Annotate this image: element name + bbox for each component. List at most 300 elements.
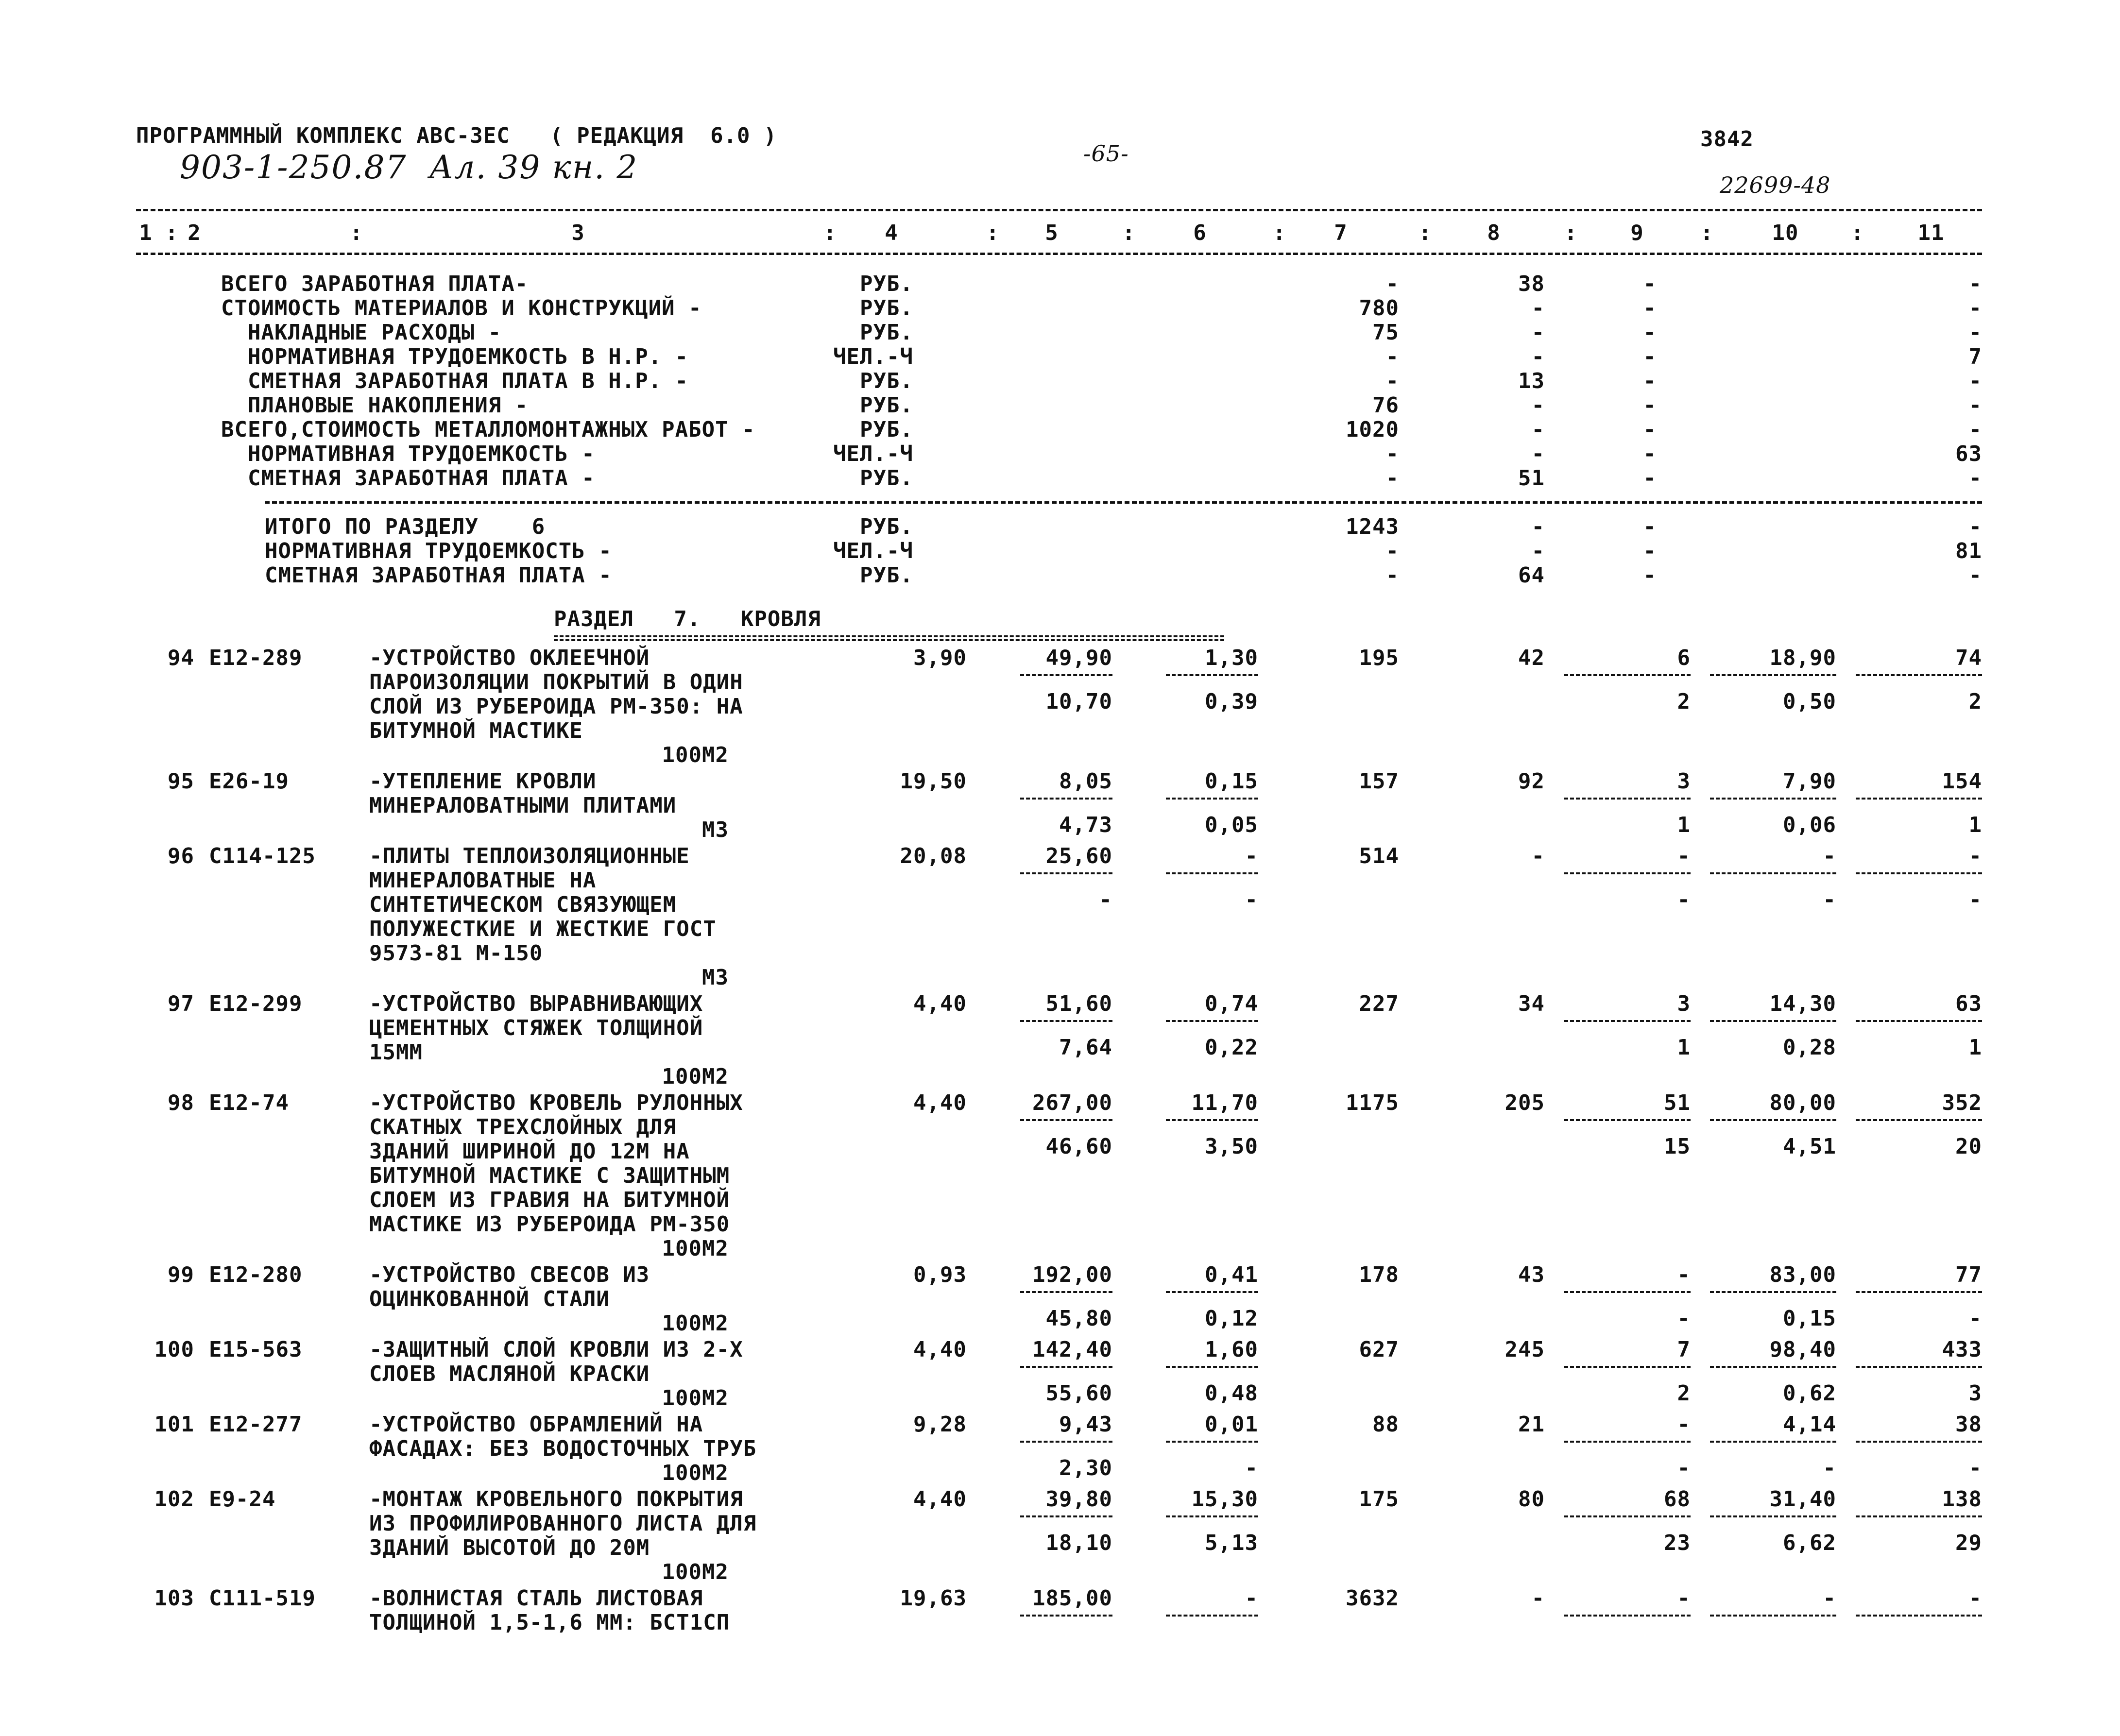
item-number: 98 — [168, 1090, 194, 1115]
item-value-c10: 14,30 — [1769, 991, 1836, 1016]
item-value-c8: 34 — [1518, 991, 1545, 1016]
item-value-separator — [1166, 1441, 1258, 1443]
item-description-line: ЗДАНИЙ ВЫСОТОЙ ДО 20М — [369, 1535, 650, 1560]
item-value-separator — [1166, 1366, 1258, 1368]
item-number: 102 — [154, 1487, 194, 1512]
item-value-c11: 138 — [1942, 1487, 1982, 1512]
item-value-c8: - — [1531, 844, 1545, 868]
summary-value-col7: 75 — [1372, 320, 1399, 345]
item-description-line: ЦЕМЕНТНЫХ СТЯЖЕК ТОЛЩИНОЙ — [369, 1016, 703, 1040]
item-value-c6: - — [1245, 844, 1258, 868]
item-value-c11: - — [1968, 1586, 1982, 1611]
item-value-c9: 68 — [1664, 1487, 1691, 1512]
summary-value-col11: - — [1968, 417, 1982, 442]
item-value-separator — [1710, 674, 1836, 676]
item-description-line: СЛОЙ ИЗ РУБЕРОИДА РМ-350: НА — [369, 694, 743, 719]
item-value-separator — [1564, 872, 1691, 874]
summary-value-col7: - — [1385, 344, 1399, 369]
item-value-c4: 4,40 — [913, 1337, 967, 1362]
item-unit: М3 — [702, 965, 729, 990]
summary-unit: РУБ. — [860, 466, 913, 491]
summary-value-col7: 76 — [1372, 393, 1399, 418]
item-value-c5b: 45,80 — [1045, 1306, 1112, 1331]
column-divider: : — [1700, 221, 1714, 245]
item-value-separator — [1710, 1291, 1836, 1293]
item-value-c9: 7 — [1677, 1337, 1691, 1362]
summary-value-col11: 7 — [1968, 344, 1982, 369]
column-divider: : — [823, 221, 837, 245]
item-value-separator — [1856, 1515, 1982, 1517]
column-header: 3 — [571, 221, 585, 245]
item-description-line: ФАСАДАХ: БЕЗ ВОДОСТОЧНЫХ ТРУБ — [369, 1436, 757, 1461]
item-number: 101 — [154, 1412, 194, 1437]
item-value-c5: 192,00 — [1032, 1262, 1112, 1287]
summary-label: НОРМАТИВНАЯ ТРУДОЕМКОСТЬ - — [221, 442, 595, 466]
item-value-c11: 77 — [1955, 1262, 1982, 1287]
program-header: ПРОГРАММНЫЙ КОМПЛЕКС АВС-3ЕС ( РЕДАКЦИЯ 6.0 ) — [136, 123, 777, 148]
summary-value-col11: - — [1968, 296, 1982, 321]
item-number: 95 — [168, 769, 194, 794]
total-value-col11: - — [1968, 563, 1982, 588]
total-value-col9: - — [1643, 539, 1657, 563]
item-code: С111-519 — [209, 1586, 316, 1611]
item-value-c5: 185,00 — [1032, 1586, 1112, 1611]
item-value-c4: 3,90 — [913, 646, 967, 670]
total-unit: ЧЕЛ.-Ч — [833, 539, 913, 563]
item-value-separator — [1166, 1291, 1258, 1293]
item-value-separator — [1564, 1615, 1691, 1617]
item-value-c11: 38 — [1955, 1412, 1982, 1437]
item-number: 94 — [168, 646, 194, 670]
column-header: 9 — [1630, 221, 1644, 245]
item-value-c6: 0,74 — [1205, 991, 1258, 1016]
item-value-c10: - — [1823, 844, 1836, 868]
item-value-c5b: - — [1099, 887, 1112, 912]
item-value-c6: 0,01 — [1205, 1412, 1258, 1437]
item-value-separator — [1856, 872, 1982, 874]
item-value-c9b: 1 — [1677, 813, 1691, 837]
item-value-c6b: - — [1245, 1456, 1258, 1481]
item-value-c6: 1,30 — [1205, 646, 1258, 670]
item-value-c10: 83,00 — [1769, 1262, 1836, 1287]
item-value-separator — [1710, 1366, 1836, 1368]
item-value-c4: 0,93 — [913, 1262, 967, 1287]
item-value-c7: 195 — [1359, 646, 1399, 670]
section-title: РАЗДЕЛ 7. КРОВЛЯ — [554, 607, 821, 631]
item-value-c4: 4,40 — [913, 1090, 967, 1115]
item-value-c5: 267,00 — [1032, 1090, 1112, 1115]
item-description-line: ОЦИНКОВАННОЙ СТАЛИ — [369, 1287, 610, 1311]
item-value-c7: 178 — [1359, 1262, 1399, 1287]
item-code: Е26-19 — [209, 769, 289, 794]
item-value-c4: 4,40 — [913, 991, 967, 1016]
item-value-c5: 9,43 — [1059, 1412, 1112, 1437]
item-value-c5: 25,60 — [1045, 844, 1112, 868]
summary-value-col11: - — [1968, 272, 1982, 296]
summary-value-col7: 780 — [1359, 296, 1399, 321]
summary-label: СМЕТНАЯ ЗАРАБОТНАЯ ПЛАТА - — [221, 466, 595, 491]
item-value-c5b: 18,10 — [1045, 1531, 1112, 1555]
summary-value-col9: - — [1643, 417, 1657, 442]
summary-unit: РУБ. — [860, 296, 913, 321]
item-description-line: ПАРОИЗОЛЯЦИИ ПОКРЫТИЙ В ОДИН — [369, 670, 743, 695]
total-label: СМЕТНАЯ ЗАРАБОТНАЯ ПЛАТА - — [265, 563, 612, 588]
summary-value-col8: - — [1531, 393, 1545, 418]
item-value-c6b: 3,50 — [1205, 1134, 1258, 1159]
item-value-c6: 11,70 — [1191, 1090, 1258, 1115]
summary-label: НОРМАТИВНАЯ ТРУДОЕМКОСТЬ В Н.Р. - — [221, 344, 689, 369]
item-value-c10b: 4,51 — [1783, 1134, 1836, 1159]
item-value-c11: 154 — [1942, 769, 1982, 794]
item-value-c6: 1,60 — [1205, 1337, 1258, 1362]
item-value-c6: 0,41 — [1205, 1262, 1258, 1287]
item-description-line: МАСТИКЕ ИЗ РУБЕРОИДА РМ-350 — [369, 1212, 730, 1237]
item-value-separator — [1856, 1366, 1982, 1368]
item-value-c8: 92 — [1518, 769, 1545, 794]
column-divider: : — [986, 221, 1000, 245]
summary-unit: ЧЕЛ.-Ч — [833, 442, 913, 466]
item-value-separator — [1020, 872, 1112, 874]
item-value-c7: 227 — [1359, 991, 1399, 1016]
summary-label: СМЕТНАЯ ЗАРАБОТНАЯ ПЛАТА В Н.Р. - — [221, 369, 689, 393]
summary-value-col9: - — [1643, 369, 1657, 393]
item-value-c9: 3 — [1677, 991, 1691, 1016]
item-description-line: -УСТРОЙСТВО ОКЛЕЕЧНОЙ — [369, 646, 650, 670]
summary-label: ВСЕГО ЗАРАБОТНАЯ ПЛАТА- — [221, 272, 529, 296]
column-header: 5 — [1045, 221, 1059, 245]
item-value-separator — [1710, 872, 1836, 874]
item-value-c5b: 4,73 — [1059, 813, 1112, 837]
column-header: 2 — [188, 221, 201, 245]
item-value-c5b: 7,64 — [1059, 1035, 1112, 1060]
item-value-c11: 352 — [1942, 1090, 1982, 1115]
item-description-line: ЗДАНИЙ ШИРИНОЙ ДО 12М НА — [369, 1139, 690, 1164]
item-value-c11: - — [1968, 844, 1982, 868]
total-value-col11: - — [1968, 514, 1982, 539]
item-value-c7: 88 — [1372, 1412, 1399, 1437]
summary-value-col7: - — [1385, 466, 1399, 491]
item-description-line: БИТУМНОЙ МАСТИКЕ — [369, 718, 583, 743]
item-value-c7: 1175 — [1346, 1090, 1399, 1115]
item-description-line: -УСТРОЙСТВО СВЕСОВ ИЗ — [369, 1262, 650, 1287]
item-unit: 100М2 — [662, 1064, 729, 1089]
item-value-c10b: 6,62 — [1783, 1531, 1836, 1555]
item-description-line: -УСТРОЙСТВО ОБРАМЛЕНИЙ НА — [369, 1412, 703, 1437]
total-label: НОРМАТИВНАЯ ТРУДОЕМКОСТЬ - — [265, 539, 612, 563]
item-value-c9: - — [1677, 1586, 1691, 1611]
item-value-c7: 175 — [1359, 1487, 1399, 1512]
total-value-col8: - — [1531, 539, 1545, 563]
item-description-line: МИНЕРАЛОВАТНЫМИ ПЛИТАМИ — [369, 793, 677, 818]
item-description-line: -МОНТАЖ КРОВЕЛЬНОГО ПОКРЫТИЯ — [369, 1487, 743, 1512]
item-value-c11b: - — [1968, 1306, 1982, 1331]
item-value-separator — [1020, 1020, 1112, 1022]
item-value-separator — [1710, 1515, 1836, 1517]
item-value-c9: 3 — [1677, 769, 1691, 794]
total-unit: РУБ. — [860, 514, 913, 539]
handwritten-number: 22699-48 — [1720, 172, 1831, 198]
item-unit: 100М2 — [662, 1236, 729, 1261]
item-value-c5b: 46,60 — [1045, 1134, 1112, 1159]
item-number: 100 — [154, 1337, 194, 1362]
item-value-separator — [1166, 1119, 1258, 1121]
summary-value-col8: - — [1531, 442, 1545, 466]
item-value-separator — [1564, 798, 1691, 800]
item-value-c6: 15,30 — [1191, 1487, 1258, 1512]
item-value-c9: - — [1677, 844, 1691, 868]
column-header: 8 — [1487, 221, 1501, 245]
project-code: 903-1-250.87 Ал. 39 кн. 2 — [180, 149, 638, 186]
item-value-c7: 157 — [1359, 769, 1399, 794]
summary-unit: РУБ. — [860, 393, 913, 418]
item-code: Е12-289 — [209, 646, 303, 670]
item-description-line: 9573-81 М-150 — [369, 941, 543, 966]
summary-value-col7: - — [1385, 442, 1399, 466]
summary-value-col7: 1020 — [1346, 417, 1399, 442]
summary-value-col8: - — [1531, 320, 1545, 345]
item-value-c5b: 55,60 — [1045, 1381, 1112, 1406]
column-divider: : — [1419, 221, 1432, 245]
item-value-c11b: 1 — [1968, 1035, 1982, 1060]
item-value-c5: 142,40 — [1032, 1337, 1112, 1362]
summary-value-col11: - — [1968, 369, 1982, 393]
item-unit: 100М2 — [662, 743, 729, 767]
item-description-line: -ЗАЩИТНЫЙ СЛОЙ КРОВЛИ ИЗ 2-Х — [369, 1337, 743, 1362]
item-value-c8: 245 — [1505, 1337, 1545, 1362]
summary-unit: РУБ. — [860, 369, 913, 393]
item-unit: 100М2 — [662, 1386, 729, 1411]
item-value-c7: 627 — [1359, 1337, 1399, 1362]
item-value-c11b: 3 — [1968, 1381, 1982, 1406]
item-value-separator — [1856, 1441, 1982, 1443]
item-description-line: 15ММ — [369, 1040, 423, 1065]
item-description-line: БИТУМНОЙ МАСТИКЕ С ЗАЩИТНЫМ — [369, 1163, 730, 1188]
item-value-c7: 3632 — [1346, 1586, 1399, 1611]
item-value-separator — [1166, 1615, 1258, 1617]
item-value-separator — [1564, 1020, 1691, 1022]
item-description-line: СЛОЕВ МАСЛЯНОЙ КРАСКИ — [369, 1362, 650, 1386]
summary-value-col8: - — [1531, 296, 1545, 321]
item-value-c4: 19,50 — [900, 769, 967, 794]
summary-unit: РУБ. — [860, 417, 913, 442]
item-value-c6: 0,15 — [1205, 769, 1258, 794]
item-value-separator — [1020, 1366, 1112, 1368]
item-value-c10: 4,14 — [1783, 1412, 1836, 1437]
item-value-c9b: 1 — [1677, 1035, 1691, 1060]
item-description-line: МИНЕРАЛОВАТНЫЕ НА — [369, 868, 597, 893]
item-description-line: ПОЛУЖЕСТКИЕ И ЖЕСТКИЕ ГОСТ — [369, 917, 717, 941]
item-description-line: ИЗ ПРОФИЛИРОВАННОГО ЛИСТА ДЛЯ — [369, 1511, 757, 1536]
item-value-c4: 20,08 — [900, 844, 967, 868]
item-unit: 100М2 — [662, 1461, 729, 1485]
summary-value-col8: 51 — [1518, 466, 1545, 491]
item-value-separator — [1166, 1020, 1258, 1022]
item-value-separator — [1020, 674, 1112, 676]
item-value-c8: - — [1531, 1586, 1545, 1611]
item-value-c9: - — [1677, 1412, 1691, 1437]
item-value-separator — [1710, 1441, 1836, 1443]
summary-value-col8: - — [1531, 344, 1545, 369]
item-value-c4: 19,63 — [900, 1586, 967, 1611]
column-header: 6 — [1193, 221, 1207, 245]
document-number: 3842 — [1700, 127, 1754, 152]
summary-value-col9: - — [1643, 296, 1657, 321]
item-value-separator — [1020, 1119, 1112, 1121]
item-value-c9b: - — [1677, 1306, 1691, 1331]
item-value-c4: 9,28 — [913, 1412, 967, 1437]
item-value-separator — [1020, 798, 1112, 800]
total-value-col9: - — [1643, 514, 1657, 539]
item-value-c10b: - — [1823, 1456, 1836, 1481]
item-value-c10: 31,40 — [1769, 1487, 1836, 1512]
item-value-separator — [1020, 1291, 1112, 1293]
item-unit: 100М2 — [662, 1311, 729, 1336]
total-value-col9: - — [1643, 563, 1657, 588]
item-value-c6b: 0,48 — [1205, 1381, 1258, 1406]
item-value-c5: 51,60 — [1045, 991, 1112, 1016]
item-number: 103 — [154, 1586, 194, 1611]
item-value-separator — [1856, 1119, 1982, 1121]
item-description-line: -ПЛИТЫ ТЕПЛОИЗОЛЯЦИОННЫЕ — [369, 844, 690, 868]
item-value-c11b: 20 — [1955, 1134, 1982, 1159]
item-code: Е15-563 — [209, 1337, 303, 1362]
item-value-separator — [1856, 1020, 1982, 1022]
column-header: 7 — [1334, 221, 1348, 245]
column-divider: : — [350, 221, 363, 245]
summary-value-col9: - — [1643, 442, 1657, 466]
item-value-separator — [1564, 1366, 1691, 1368]
item-value-c8: 205 — [1505, 1090, 1545, 1115]
column-header: 10 — [1772, 221, 1799, 245]
item-value-separator — [1166, 1515, 1258, 1517]
summary-value-col9: - — [1643, 393, 1657, 418]
item-value-separator — [1710, 798, 1836, 800]
item-value-c6b: 5,13 — [1205, 1531, 1258, 1555]
summary-unit: РУБ. — [860, 320, 913, 345]
item-number: 99 — [168, 1262, 194, 1287]
item-value-c10b: 0,28 — [1783, 1035, 1836, 1060]
item-value-separator — [1564, 674, 1691, 676]
item-description-line: ТОЛЩИНОЙ 1,5-1,6 ММ: БСТ1СП — [369, 1610, 730, 1635]
column-divider: : — [165, 221, 179, 245]
summary-value-col9: - — [1643, 466, 1657, 491]
item-value-separator — [1710, 1119, 1836, 1121]
item-value-c5b: 2,30 — [1059, 1456, 1112, 1481]
summary-value-col8: 13 — [1518, 369, 1545, 393]
item-value-c9: 51 — [1664, 1090, 1691, 1115]
summary-value-col7: - — [1385, 272, 1399, 296]
column-header: 4 — [885, 221, 898, 245]
item-value-separator — [1710, 1615, 1836, 1617]
item-code: Е12-277 — [209, 1412, 303, 1437]
item-value-c10b: - — [1823, 887, 1836, 912]
item-value-separator — [1020, 1615, 1112, 1617]
column-divider: : — [1122, 221, 1136, 245]
item-value-c10b: 0,62 — [1783, 1381, 1836, 1406]
item-value-c6: - — [1245, 1586, 1258, 1611]
item-value-c10: - — [1823, 1586, 1836, 1611]
item-unit: 100М2 — [662, 1560, 729, 1584]
item-value-c10: 18,90 — [1769, 646, 1836, 670]
item-value-c11: 74 — [1955, 646, 1982, 670]
column-header: 1 — [139, 221, 153, 245]
item-value-c8: 80 — [1518, 1487, 1545, 1512]
item-value-c11: 63 — [1955, 991, 1982, 1016]
summary-value-col7: - — [1385, 369, 1399, 393]
item-value-c9b: 23 — [1664, 1531, 1691, 1555]
item-description-line: -УТЕПЛЕНИЕ КРОВЛИ — [369, 769, 597, 794]
summary-value-col9: - — [1643, 344, 1657, 369]
item-value-c10: 98,40 — [1769, 1337, 1836, 1362]
item-code: Е12-280 — [209, 1262, 303, 1287]
item-value-c6b: - — [1245, 887, 1258, 912]
summary-rule — [265, 501, 1982, 504]
item-value-c5: 8,05 — [1059, 769, 1112, 794]
item-number: 97 — [168, 991, 194, 1016]
summary-value-col11: - — [1968, 320, 1982, 345]
item-value-separator — [1856, 1615, 1982, 1617]
item-value-c11b: - — [1968, 1456, 1982, 1481]
item-value-c10b: 0,50 — [1783, 689, 1836, 714]
item-value-c11b: 1 — [1968, 813, 1982, 837]
summary-label: НАКЛАДНЫЕ РАСХОДЫ - — [221, 320, 502, 345]
item-value-c9: 6 — [1677, 646, 1691, 670]
item-value-c10: 80,00 — [1769, 1090, 1836, 1115]
item-value-separator — [1564, 1119, 1691, 1121]
column-header: 11 — [1917, 221, 1945, 245]
item-unit: М3 — [702, 817, 729, 842]
item-value-separator — [1166, 872, 1258, 874]
total-value-col11: 81 — [1955, 539, 1982, 563]
item-code: С114-125 — [209, 844, 316, 868]
item-description-line: СИНТЕТИЧЕСКОМ СВЯЗУЮЩЕМ — [369, 892, 677, 917]
item-value-c5: 49,90 — [1045, 646, 1112, 670]
item-value-c9b: 2 — [1677, 1381, 1691, 1406]
item-code: Е9-24 — [209, 1487, 276, 1512]
item-value-separator — [1020, 1441, 1112, 1443]
column-divider: : — [1564, 221, 1578, 245]
item-value-c6b: 0,22 — [1205, 1035, 1258, 1060]
item-value-separator — [1564, 1515, 1691, 1517]
item-value-separator — [1564, 1291, 1691, 1293]
item-value-c11b: 29 — [1955, 1531, 1982, 1555]
item-value-c9b: - — [1677, 887, 1691, 912]
summary-label: СТОИМОСТЬ МАТЕРИАЛОВ И КОНСТРУКЦИЙ - — [221, 296, 702, 321]
summary-unit: ЧЕЛ.-Ч — [833, 344, 913, 369]
item-value-c11: 433 — [1942, 1337, 1982, 1362]
item-value-c8: 21 — [1518, 1412, 1545, 1437]
item-value-separator — [1166, 798, 1258, 800]
item-value-separator — [1856, 798, 1982, 800]
item-value-c11b: 2 — [1968, 689, 1982, 714]
item-value-c6b: 0,39 — [1205, 689, 1258, 714]
item-value-c6b: 0,12 — [1205, 1306, 1258, 1331]
page-number: -65- — [1083, 140, 1129, 167]
item-value-c8: 42 — [1518, 646, 1545, 670]
column-divider: : — [1851, 221, 1864, 245]
summary-value-col11: - — [1968, 393, 1982, 418]
item-value-separator — [1166, 674, 1258, 676]
summary-label: ПЛАНОВЫЕ НАКОПЛЕНИЯ - — [221, 393, 529, 418]
total-value-col7: - — [1385, 563, 1399, 588]
total-unit: РУБ. — [860, 563, 913, 588]
header-rule-top — [136, 209, 1982, 211]
column-divider: : — [1273, 221, 1286, 245]
total-value-col8: 64 — [1518, 563, 1545, 588]
item-value-c6b: 0,05 — [1205, 813, 1258, 837]
total-value-col8: - — [1531, 514, 1545, 539]
item-value-c9b: 2 — [1677, 689, 1691, 714]
